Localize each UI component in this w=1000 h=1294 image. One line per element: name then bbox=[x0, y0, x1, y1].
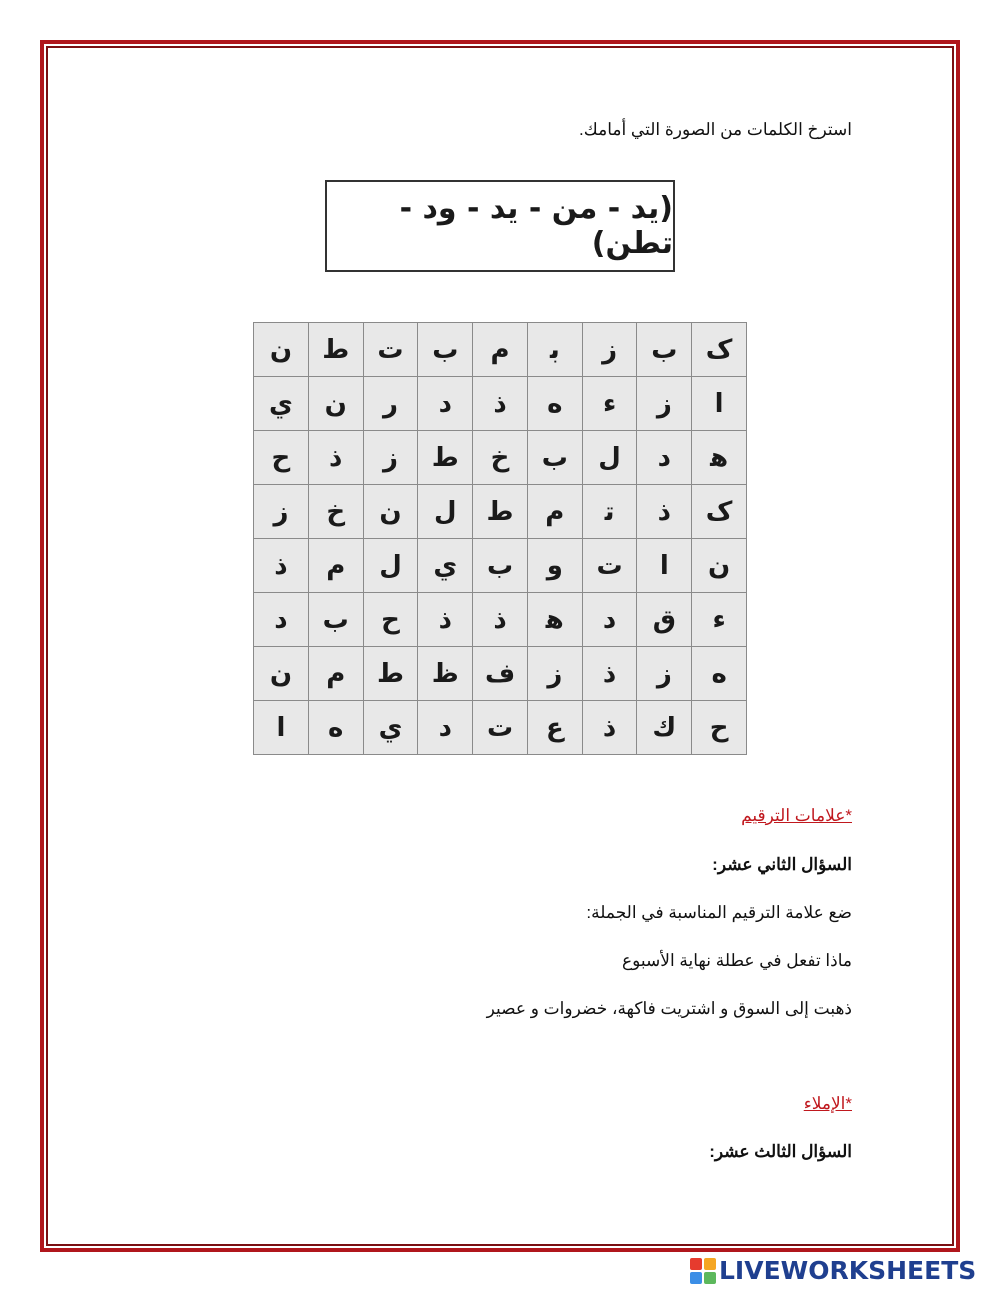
grid-cell[interactable]: ذ bbox=[473, 377, 528, 431]
grid-cell[interactable]: ط bbox=[473, 485, 528, 539]
grid-cell[interactable]: ء bbox=[582, 377, 637, 431]
grid-cell[interactable]: ﻫ bbox=[692, 431, 747, 485]
grid-row bbox=[254, 431, 747, 485]
grid-cell[interactable]: ط bbox=[418, 431, 473, 485]
word-search-grid bbox=[253, 322, 747, 755]
sentence-1: ماذا تفعل في عطلة نهاية الأسبوع bbox=[621, 951, 852, 970]
grid-row bbox=[254, 323, 747, 377]
grid-cell[interactable]: ف bbox=[473, 647, 528, 701]
grid-cell[interactable]: د bbox=[582, 593, 637, 647]
grid-cell[interactable]: ح bbox=[692, 701, 747, 755]
dictation-section-title: *الإملاء bbox=[803, 1094, 852, 1113]
grid-cell[interactable]: ي bbox=[363, 701, 418, 755]
grid-cell[interactable]: ح bbox=[254, 431, 309, 485]
grid-row bbox=[254, 485, 747, 539]
grid-cell[interactable]: م bbox=[308, 647, 363, 701]
grid-cell[interactable]: ه bbox=[308, 701, 363, 755]
grid-cell[interactable]: ز bbox=[637, 377, 692, 431]
grid-cell[interactable]: خ bbox=[308, 485, 363, 539]
grid-cell[interactable]: ز bbox=[637, 647, 692, 701]
grid-cell[interactable]: ز bbox=[527, 647, 582, 701]
question-13-title: السؤال الثالث عشر: bbox=[709, 1142, 852, 1161]
grid-cell[interactable]: ن bbox=[254, 647, 309, 701]
grid-cell[interactable]: ت bbox=[473, 701, 528, 755]
grid-cell[interactable]: ع bbox=[527, 701, 582, 755]
grid-cell[interactable]: ت bbox=[363, 323, 418, 377]
grid-cell[interactable]: ﺗ bbox=[582, 485, 637, 539]
grid-cell[interactable]: ه bbox=[527, 377, 582, 431]
grid-row bbox=[254, 539, 747, 593]
grid-cell[interactable]: ذ bbox=[637, 485, 692, 539]
grid-cell[interactable]: ن bbox=[308, 377, 363, 431]
grid-cell[interactable]: و bbox=[527, 539, 582, 593]
grid-cell[interactable]: ک bbox=[692, 485, 747, 539]
grid-cell[interactable]: ا bbox=[254, 701, 309, 755]
grid-cell[interactable]: ذ bbox=[473, 593, 528, 647]
question-12-instruction: ضع علامة الترقيم المناسبة في الجملة: bbox=[586, 903, 852, 922]
grid-cell[interactable]: ل bbox=[582, 431, 637, 485]
grid-cell[interactable]: ب bbox=[308, 593, 363, 647]
liveworksheets-logo-icon bbox=[690, 1258, 716, 1284]
grid-cell[interactable]: ک bbox=[692, 323, 747, 377]
grid-cell[interactable]: ذ bbox=[254, 539, 309, 593]
grid-cell[interactable]: ذ bbox=[418, 593, 473, 647]
liveworksheets-logo[interactable] bbox=[690, 1256, 976, 1285]
grid-cell[interactable]: ذ bbox=[582, 701, 637, 755]
grid-cell[interactable]: ز bbox=[363, 431, 418, 485]
grid-cell[interactable]: ر bbox=[363, 377, 418, 431]
grid-cell[interactable]: ﺑ bbox=[527, 323, 582, 377]
grid-cell[interactable]: ق bbox=[637, 593, 692, 647]
grid-cell[interactable]: خ bbox=[473, 431, 528, 485]
grid-cell[interactable]: م bbox=[473, 323, 528, 377]
grid-cell[interactable]: ذ bbox=[582, 647, 637, 701]
grid-cell[interactable]: ل bbox=[418, 485, 473, 539]
grid-cell[interactable]: ك bbox=[637, 701, 692, 755]
grid-cell[interactable]: ز bbox=[254, 485, 309, 539]
grid-row bbox=[254, 647, 747, 701]
grid-cell[interactable]: ح bbox=[363, 593, 418, 647]
logo-text: LIVEWORKSHEETS bbox=[719, 1256, 977, 1285]
grid-cell[interactable]: ز bbox=[582, 323, 637, 377]
grid-cell[interactable]: ب bbox=[418, 323, 473, 377]
grid-cell[interactable]: د bbox=[637, 431, 692, 485]
grid-cell[interactable]: ن bbox=[363, 485, 418, 539]
grid-row bbox=[254, 377, 747, 431]
grid-cell[interactable]: ط bbox=[308, 323, 363, 377]
word-list-box: (يد - من - يد - ود - تطن) bbox=[325, 180, 675, 272]
grid-row bbox=[254, 593, 747, 647]
grid-cell[interactable]: ي bbox=[418, 539, 473, 593]
punctuation-section-title: *علامات الترقيم bbox=[741, 806, 852, 825]
grid-cell[interactable]: ط bbox=[363, 647, 418, 701]
grid-cell[interactable]: ب bbox=[637, 323, 692, 377]
grid-row bbox=[254, 701, 747, 755]
grid-cell[interactable]: د bbox=[418, 701, 473, 755]
grid-cell[interactable]: ي bbox=[254, 377, 309, 431]
grid-cell[interactable]: م bbox=[308, 539, 363, 593]
grid-cell[interactable]: ذ bbox=[308, 431, 363, 485]
grid-cell[interactable]: ن bbox=[254, 323, 309, 377]
grid-cell[interactable]: ل bbox=[363, 539, 418, 593]
instruction-text: استرخ الكلمات من الصورة التي أمامك. bbox=[579, 120, 852, 139]
grid-cell[interactable]: ء bbox=[692, 593, 747, 647]
question-12-title: السؤال الثاني عشر: bbox=[712, 855, 852, 874]
grid-cell[interactable]: ت bbox=[582, 539, 637, 593]
grid-cell[interactable]: ب bbox=[473, 539, 528, 593]
grid-cell[interactable]: ظ bbox=[418, 647, 473, 701]
grid-cell[interactable]: ب bbox=[527, 431, 582, 485]
grid-cell[interactable]: د bbox=[418, 377, 473, 431]
grid-cell[interactable]: ن bbox=[692, 539, 747, 593]
sentence-2: ذهبت إلى السوق و اشتريت فاكهة، خضروات و عصير bbox=[486, 999, 852, 1018]
grid-cell[interactable]: ﻫ bbox=[527, 593, 582, 647]
grid-cell[interactable]: د bbox=[254, 593, 309, 647]
grid-cell[interactable]: ه bbox=[692, 647, 747, 701]
grid-cell[interactable]: ا bbox=[637, 539, 692, 593]
grid-cell[interactable]: ا bbox=[692, 377, 747, 431]
grid-cell[interactable]: م bbox=[527, 485, 582, 539]
